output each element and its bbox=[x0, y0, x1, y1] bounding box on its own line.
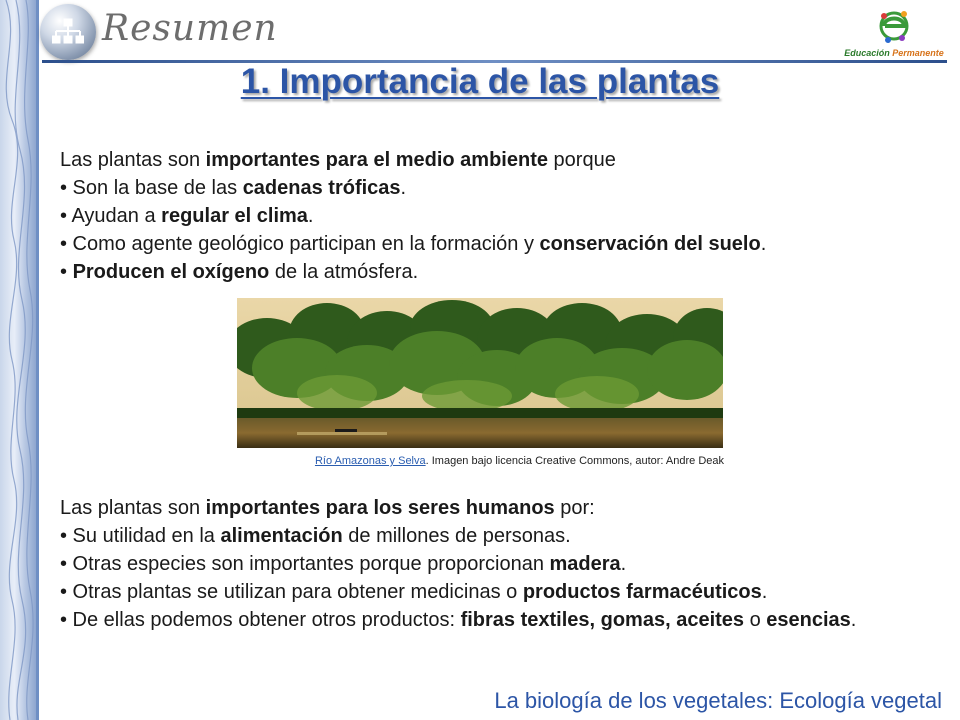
caption-text: . Imagen bajo licencia Creative Commons, autor: Andre Deak bbox=[425, 455, 724, 467]
bullet-bold: productos farmacéuticos bbox=[522, 581, 762, 603]
sitemap-logo-badge bbox=[40, 4, 96, 60]
intro-text: Las plantas son bbox=[60, 497, 206, 519]
amazon-river-photo bbox=[237, 298, 723, 448]
bullet-text-end: . bbox=[307, 205, 314, 227]
environment-intro bbox=[60, 146, 920, 174]
bullet-bold-2: esencias bbox=[766, 609, 851, 631]
footer-subject: La biología de los vegetales: Ecología vegetal bbox=[494, 688, 942, 713]
org-text-sub: Permanente bbox=[892, 48, 944, 58]
bullet-text-end: . bbox=[760, 233, 767, 255]
bullet-text: • bbox=[60, 261, 73, 283]
bullet-bold: conservación del suelo bbox=[539, 233, 761, 255]
intro-bold: importantes para los seres humanos bbox=[205, 497, 555, 519]
intro-end: porque bbox=[547, 149, 616, 171]
bullet-item bbox=[60, 606, 920, 634]
left-decorative-strip bbox=[0, 0, 39, 720]
bullet-text: • Su utilidad en la bbox=[60, 525, 221, 547]
bullet-text-end: . bbox=[620, 553, 627, 575]
bullet-bold: Producen el oxígeno bbox=[72, 261, 270, 283]
bullet-text: • Otras plantas se utilizan para obtener medicinas o bbox=[60, 581, 523, 603]
bullet-text: • Como agente geológico participan en la formación y bbox=[60, 233, 540, 255]
bullet-bold: regular el clima bbox=[161, 205, 308, 227]
bullet-text-end: . bbox=[761, 581, 768, 603]
environment-section bbox=[60, 146, 920, 286]
intro-bold: importantes para el medio ambiente bbox=[205, 149, 548, 171]
bullet-item bbox=[60, 202, 920, 230]
bullet-item bbox=[60, 174, 920, 202]
bullet-item bbox=[60, 522, 920, 550]
org-logo-text bbox=[838, 48, 950, 58]
photo-caption bbox=[200, 455, 724, 467]
slide-title: 1. Importancia de las plantas bbox=[240, 62, 720, 101]
bullet-text: • Otras especies son importantes porque proporcionan bbox=[60, 553, 550, 575]
bullet-bold: madera bbox=[549, 553, 621, 575]
intro-text: Las plantas son bbox=[60, 149, 206, 171]
org-text-main: Educación bbox=[844, 48, 890, 58]
bullet-text-mid: o bbox=[744, 609, 767, 631]
bullet-bold: cadenas tróficas bbox=[242, 177, 401, 199]
bullet-text: • Son la base de las bbox=[60, 177, 243, 199]
human-section bbox=[60, 494, 920, 634]
header-word: Resumen bbox=[102, 8, 278, 49]
intro-end: por: bbox=[554, 497, 595, 519]
bullet-bold: alimentación bbox=[220, 525, 343, 547]
bullet-item bbox=[60, 550, 920, 578]
bullet-text-end: . bbox=[400, 177, 407, 199]
human-intro bbox=[60, 494, 920, 522]
bullet-bold: fibras textiles, gomas, aceites bbox=[460, 609, 745, 631]
bullet-text-end: de la atmósfera. bbox=[269, 261, 419, 283]
bullet-text: • De ellas podemos obtener otros productos: bbox=[60, 609, 461, 631]
bullet-item bbox=[60, 258, 920, 286]
caption-link[interactable]: Río Amazonas y Selva bbox=[314, 455, 426, 467]
bullet-item bbox=[60, 578, 920, 606]
sitemap-icon bbox=[52, 18, 84, 46]
bullet-item bbox=[60, 230, 920, 258]
bullet-text-end: . bbox=[850, 609, 857, 631]
bullet-text-end: de millones de personas. bbox=[342, 525, 571, 547]
bullet-text: • Ayudan a bbox=[60, 205, 162, 227]
